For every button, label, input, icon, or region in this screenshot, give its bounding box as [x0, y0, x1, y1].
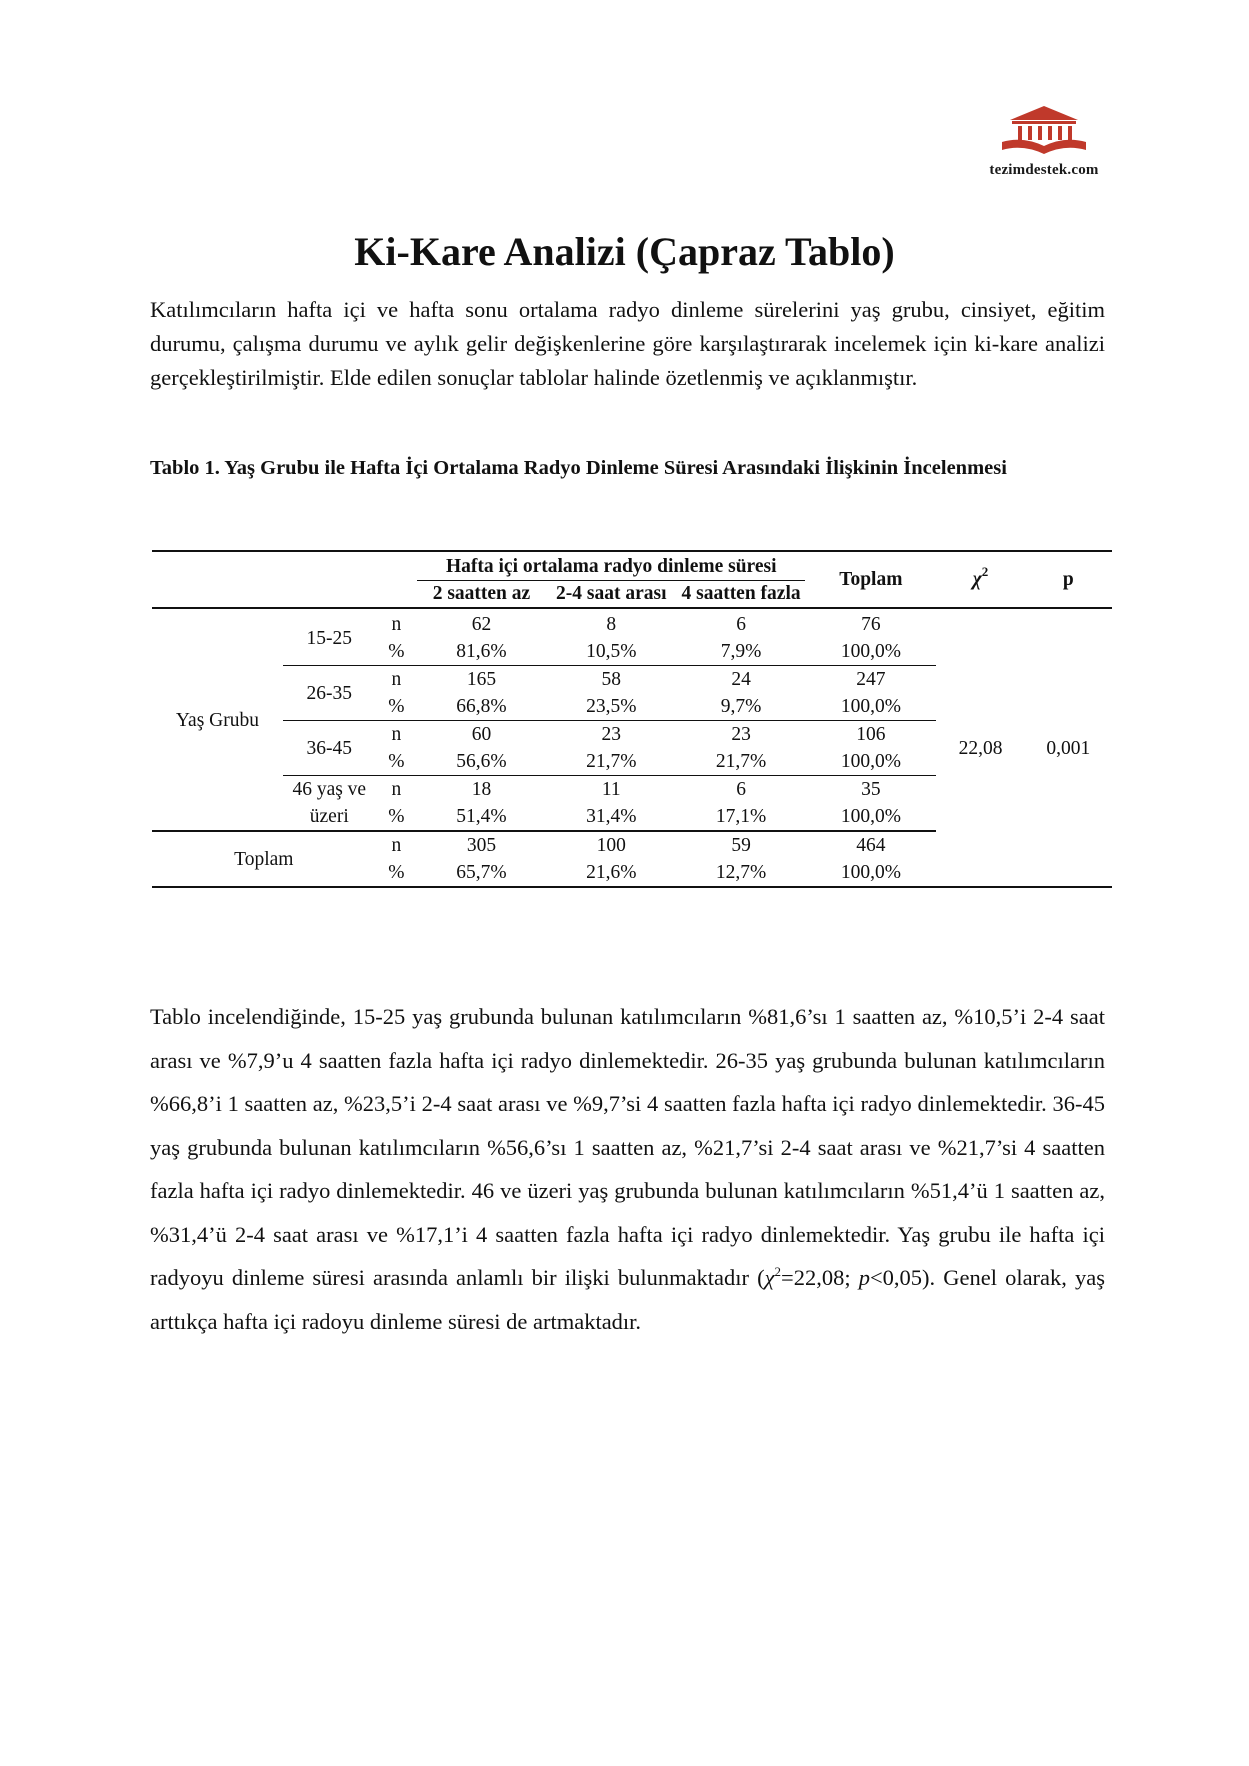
cell: 81,6% — [417, 638, 546, 666]
col-header-1: 2 saatten az — [432, 583, 531, 604]
p-value: 0,001 — [1025, 611, 1112, 887]
cell: 21,6% — [546, 859, 677, 887]
cell: 100,0% — [805, 748, 936, 776]
cell: 9,7% — [677, 693, 806, 721]
cell: 6 — [736, 614, 746, 635]
row-label: 15-25 — [283, 611, 376, 666]
cell: 58 — [601, 669, 621, 690]
cell: 100 — [596, 835, 626, 856]
crosstab-table — [152, 550, 1112, 888]
cell: 7,9% — [677, 638, 806, 666]
cell: 23 — [731, 724, 751, 745]
cell: 100,0% — [805, 803, 936, 831]
pct-label: % — [376, 638, 417, 666]
n-label: n — [391, 835, 402, 856]
cell: 35 — [861, 779, 881, 800]
cell: 21,7% — [677, 748, 806, 776]
cell: 62 — [471, 614, 492, 635]
intro-paragraph: Katılımcıların hafta içi ve hafta sonu ortalama radyo dinleme sürelerini yaş grubu, cinsiyet, eğitim durumu, çalışma durumu ve aylık gelir değişkenlerine göre karşılaştırarak incelemek için ki-kare analizi gerçekleştirilmiştir. Elde edilen sonuçlar tablolar halinde özetlenmiş ve açıklanmıştır. — [150, 297, 1105, 390]
cell: 10,5% — [546, 638, 677, 666]
cell: 65,7% — [417, 859, 546, 887]
cell: 51,4% — [417, 803, 546, 831]
cell: 60 — [471, 724, 492, 745]
cell: 56,6% — [417, 748, 546, 776]
cell: 165 — [466, 669, 497, 690]
row-group-label: Yaş Grubu — [152, 611, 283, 831]
cell: 76 — [861, 614, 881, 635]
pct-label: % — [376, 748, 417, 776]
cell: 17,1% — [677, 803, 806, 831]
group-header: Hafta içi ortalama radyo dinleme süresi — [417, 551, 805, 581]
cell: 100,0% — [805, 693, 936, 721]
n-label: n — [391, 614, 402, 635]
total-header: Toplam — [805, 551, 936, 608]
page-title: Ki-Kare Analizi (Çapraz Tablo) — [354, 229, 895, 274]
cell: 66,8% — [417, 693, 546, 721]
n-label: n — [391, 779, 402, 800]
cell: 23,5% — [546, 693, 677, 721]
cell: 21,7% — [546, 748, 677, 776]
n-label: n — [391, 669, 402, 690]
cell: 305 — [466, 835, 497, 856]
cell: 23 — [601, 724, 621, 745]
cell: 12,7% — [677, 859, 806, 887]
discussion-paragraph: Tablo incelendiğinde, 15-25 yaş grubunda bulunan katılımcıların %81,6’sı 1 saatten az, %10,5’i 2-4 saat arası ve %7,9’u 4 saatten fazla hafta içi radyo dinlemektedir. 26-35 yaş grubunda bulunan katılımcıların %66,8’i 1 saatten az, %23,5’i 2-4 saat arası ve %9,7’si 4 saatten fazla hafta içi radyo dinlemektedir. 36-45 yaş grubunda bulunan katılımcıların %56,6’sı 1 saatten az, %21,7’si 2-4 saat arası ve %21,7’si 4 saatten fazla hafta içi radyo dinlemektedir. 46 ve üzeri yaş grubunda bulunan katılımcıların %51,4’ü 1 saatten az, %31,4’ü 2-4 saat arası ve %17,1’i 4 saatten fazla hafta içi radyo dinlemektedir. Yaş grubu ile hafta içi radyoyu dinleme süresi arasında anlamlı bir ilişki bulunmaktadır ($\chi^2=22,08$; p<0,05). Genel olarak, yaş arttıkça hafta içi radoyu dinleme süresi de artmaktadır. — [150, 1004, 1105, 1334]
cell: 59 — [731, 835, 751, 856]
cell: 464 — [856, 835, 886, 856]
col-header-2: 2-4 saat arası — [556, 583, 667, 604]
logo-text: tezimdestek.com — [989, 162, 1099, 178]
pct-label: % — [376, 693, 417, 721]
cell: 24 — [731, 669, 751, 690]
cell: 100,0% — [805, 638, 936, 666]
cell: 106 — [856, 724, 886, 745]
cell: 8 — [606, 614, 617, 635]
chi-value: 22,08 — [936, 611, 1024, 887]
cell: 247 — [856, 669, 886, 690]
cell: 11 — [601, 779, 621, 800]
courthouse-logo-icon — [996, 104, 1092, 156]
p-header: p — [1025, 551, 1112, 608]
row-label: 46 yaş ve üzeri — [283, 776, 376, 832]
col-header-3: 4 saatten fazla — [681, 583, 801, 604]
pct-label: % — [376, 859, 417, 887]
total-row-label: Toplam — [152, 831, 376, 887]
n-label: n — [391, 724, 402, 745]
cell: 100,0% — [805, 859, 936, 887]
header-blank — [152, 551, 417, 608]
cell: 6 — [736, 779, 746, 800]
logo — [984, 104, 1104, 179]
row-label: 26-35 — [283, 666, 376, 721]
table-caption: Tablo 1. Yaş Grubu ile Hafta İçi Ortalama Radyo Dinleme Süresi Arasındaki İlişkinin İncelenmesi — [150, 457, 1007, 479]
cell: 31,4% — [546, 803, 677, 831]
chi-header: $\chi^2$ — [936, 551, 1024, 608]
pct-label: % — [376, 803, 417, 831]
cell: 18 — [471, 779, 492, 800]
row-label: 36-45 — [283, 721, 376, 776]
